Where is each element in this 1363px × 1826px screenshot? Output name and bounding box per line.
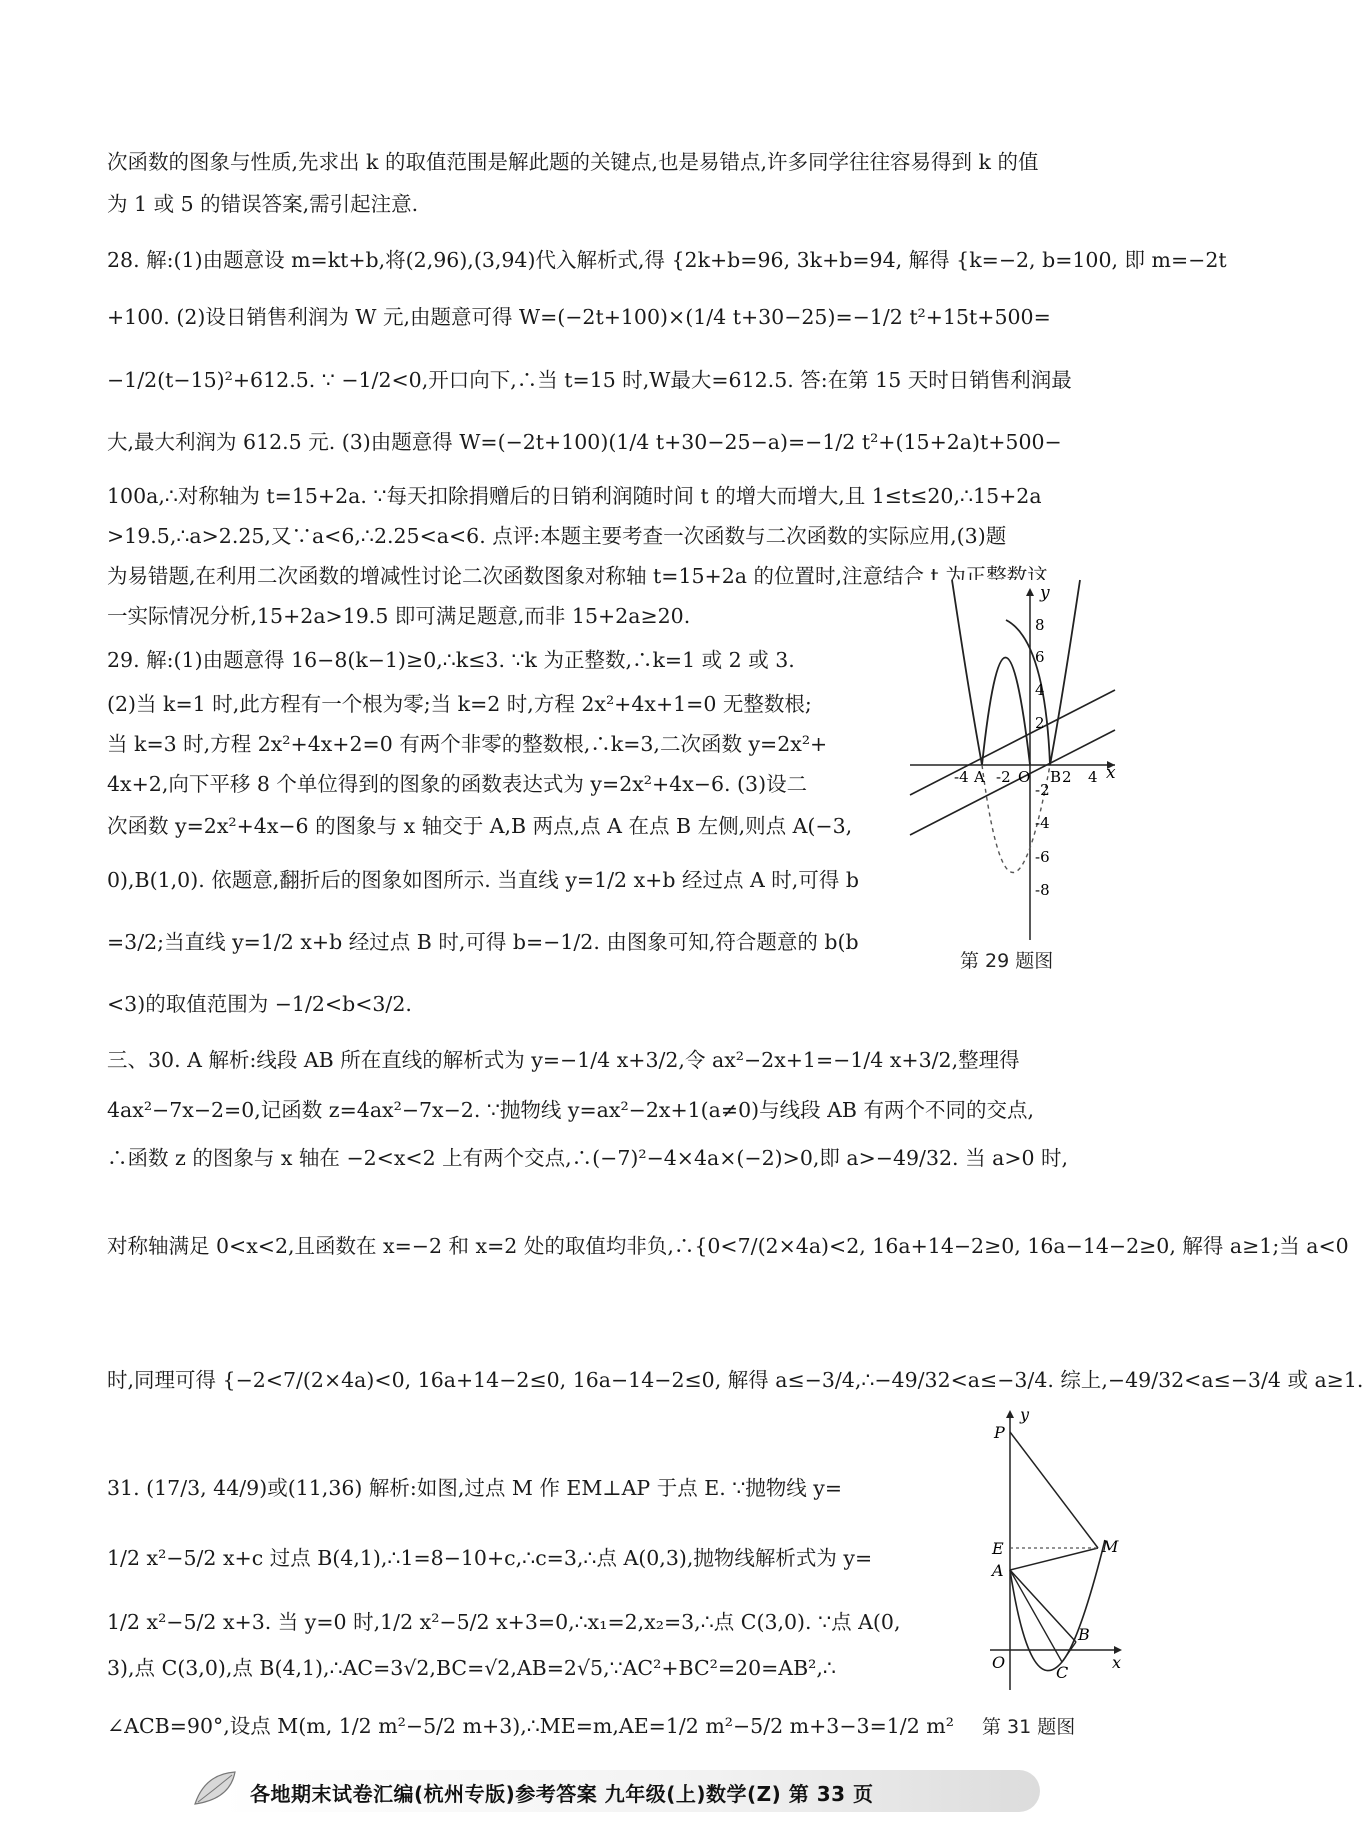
origin-label: O: [992, 1653, 1006, 1672]
point-label: B: [1050, 768, 1062, 786]
q30-line: 4ax²−7x−2=0,记函数 z=4ax²−7x−2. ∵抛物线 y=ax²−2x+1(a≠0)与线段 AB 有两个不同的交点,: [107, 1098, 1035, 1122]
tick-label: 2: [1035, 714, 1045, 732]
figure-29: [910, 580, 1130, 940]
text-line: 为 1 或 5 的错误答案,需引起注意.: [107, 192, 419, 216]
tick-label: 6: [1035, 648, 1045, 666]
q29-line: =3/2;当直线 y=1/2 x+b 经过点 B 时,可得 b=−1/2. 由图象可知,符合题意的 b(b: [107, 930, 859, 954]
point-label: A: [974, 768, 985, 786]
q31-line: 3),点 C(3,0),点 B(4,1),∴AC=3√2,BC=√2,AB=2√5,∵AC²+BC²=20=AB²,∴: [107, 1656, 836, 1680]
point-label: C: [1056, 1663, 1069, 1682]
figure-31-caption: 第 31 题图: [982, 1716, 1076, 1738]
q31-line: 31. (17/3, 44/9)或(11,36) 解析:如图,过点 M 作 EM⊥AP 于点 E. ∵抛物线 y=: [107, 1476, 843, 1500]
q29-line: (2)当 k=1 时,此方程有一个根为零;当 k=2 时,方程 2x²+4x+1=0 无整数根;: [107, 692, 812, 716]
tick-label: -2: [996, 768, 1011, 786]
tick-label: -6: [1035, 848, 1050, 866]
tick-label: -2: [1035, 781, 1050, 799]
text-line: −1/2(t−15)²+612.5. ∵ −1/2<0,开口向下,∴当 t=15 时,W最大=612.5. 答:在第 15 天时日销售利润最: [107, 368, 1072, 392]
tick-label: 2: [1062, 768, 1072, 786]
text-line: 大,最大利润为 612.5 元. (3)由题意得 W=(−2t+100)(1/4 t+30−25−a)=−1/2 t²+(15+2a)t+500−: [107, 430, 1062, 454]
point-label: M: [1102, 1537, 1119, 1556]
q30-line: 对称轴满足 0<x<2,且函数在 x=−2 和 x=2 处的取值均非负,∴{0<7/(2×4a)<2, 16a+14−2≥0, 16a−14−2≥0, 解得 a≥1;当 a<0: [107, 1234, 1349, 1258]
tick-label: -4: [954, 768, 969, 786]
q30-line: 三、30. A 解析:线段 AB 所在直线的解析式为 y=−1/4 x+3/2,令 ax²−2x+1=−1/4 x+3/2,整理得: [107, 1048, 1020, 1072]
q29-line: 当 k=3 时,方程 2x²+4x+2=0 有两个非零的整数根,∴k=3,二次函数 y=2x²+: [107, 732, 828, 756]
tick-label: 8: [1035, 616, 1045, 634]
q31-line: 1/2 x²−5/2 x+3. 当 y=0 时,1/2 x²−5/2 x+3=0,∴x₁=2,x₂=3,∴点 C(3,0). ∵点 A(0,: [107, 1610, 901, 1634]
point-label: P: [994, 1423, 1005, 1442]
q31-line: 1/2 x²−5/2 x+c 过点 B(4,1),∴1=8−10+c,∴c=3,∴点 A(0,3),抛物线解析式为 y=: [107, 1546, 873, 1570]
y-axis-label: y: [1020, 1405, 1030, 1424]
x-axis-label: x: [1106, 763, 1116, 783]
text-line: 100a,∴对称轴为 t=15+2a. ∵每天扣除捐赠后的日销利润随时间 t 的增大而增大,且 1≤t≤20,∴15+2a: [107, 484, 1042, 508]
text-line: 28. 解:(1)由题意设 m=kt+b,将(2,96),(3,94)代入解析式,得 {2k+b=96, 3k+b=94, 解得 {k=−2, b=100, 即 m=−2t: [107, 248, 1227, 272]
q29-line: 次函数 y=2x²+4x−6 的图象与 x 轴交于 A,B 两点,点 A 在点 B 左侧,则点 A(−3,: [107, 814, 853, 838]
footer-text: 各地期末试卷汇编(杭州专版)参考答案 九年级(上)数学(Z) 第 33 页: [250, 1782, 874, 1806]
point-label: B: [1078, 1625, 1090, 1644]
tick-label: 4: [1088, 768, 1098, 786]
point-label: A: [992, 1561, 1004, 1580]
point-label: E: [992, 1539, 1004, 1558]
tick-label: -4: [1035, 814, 1050, 832]
origin-label: O: [1018, 768, 1031, 786]
figure-29-caption: 第 29 题图: [960, 950, 1054, 972]
q29-line: 0),B(1,0). 依题意,翻折后的图象如图所示. 当直线 y=1/2 x+b 经过点 A 时,可得 b: [107, 868, 859, 892]
figure-31: [980, 1400, 1130, 1700]
text-line: 一实际情况分析,15+2a>19.5 即可满足题意,而非 15+2a≥20.: [107, 604, 691, 628]
leaf-icon: [190, 1764, 250, 1814]
text-line: 次函数的图象与性质,先求出 k 的取值范围是解此题的关键点,也是易错点,许多同学往往容易得到 k 的值: [107, 150, 1039, 174]
q29-line: 4x+2,向下平移 8 个单位得到的图象的函数表达式为 y=2x²+4x−6. (3)设二: [107, 772, 808, 796]
x-axis-label: x: [1112, 1653, 1122, 1672]
tick-label: 4: [1035, 681, 1045, 699]
text-line: >19.5,∴a>2.25,又∵a<6,∴2.25<a<6. 点评:本题主要考查一次函数与二次函数的实际应用,(3)题: [107, 524, 1007, 548]
q29-line: <3)的取值范围为 −1/2<b<3/2.: [107, 992, 412, 1016]
q31-line: ∠ACB=90°,设点 M(m, 1/2 m²−5/2 m+3),∴ME=m,AE=1/2 m²−5/2 m+3−3=1/2 m²: [107, 1714, 954, 1738]
q29-line: 29. 解:(1)由题意得 16−8(k−1)≥0,∴k≤3. ∵k 为正整数,∴k=1 或 2 或 3.: [107, 648, 795, 672]
q30-line: ∴函数 z 的图象与 x 轴在 −2<x<2 上有两个交点,∴(−7)²−4×4a×(−2)>0,即 a>−49/32. 当 a>0 时,: [107, 1146, 1069, 1170]
y-axis-label: y: [1040, 583, 1050, 603]
text-line: +100. (2)设日销售利润为 W 元,由题意可得 W=(−2t+100)×(1/4 t+30−25)=−1/2 t²+15t+500=: [107, 305, 1051, 329]
q30-line: 时,同理可得 {−2<7/(2×4a)<0, 16a+14−2≤0, 16a−14−2≤0, 解得 a≤−3/4,∴−49/32<a≤−3/4. 综上,−49/32<a≤−3/4 或 a≥1.: [107, 1368, 1363, 1392]
text-line: 为易错题,在利用二次函数的增减性讨论二次函数图象对称轴 t=15+2a 的位置时,注意结合 t 为正整数这: [107, 564, 1048, 588]
tick-label: -8: [1035, 881, 1050, 899]
